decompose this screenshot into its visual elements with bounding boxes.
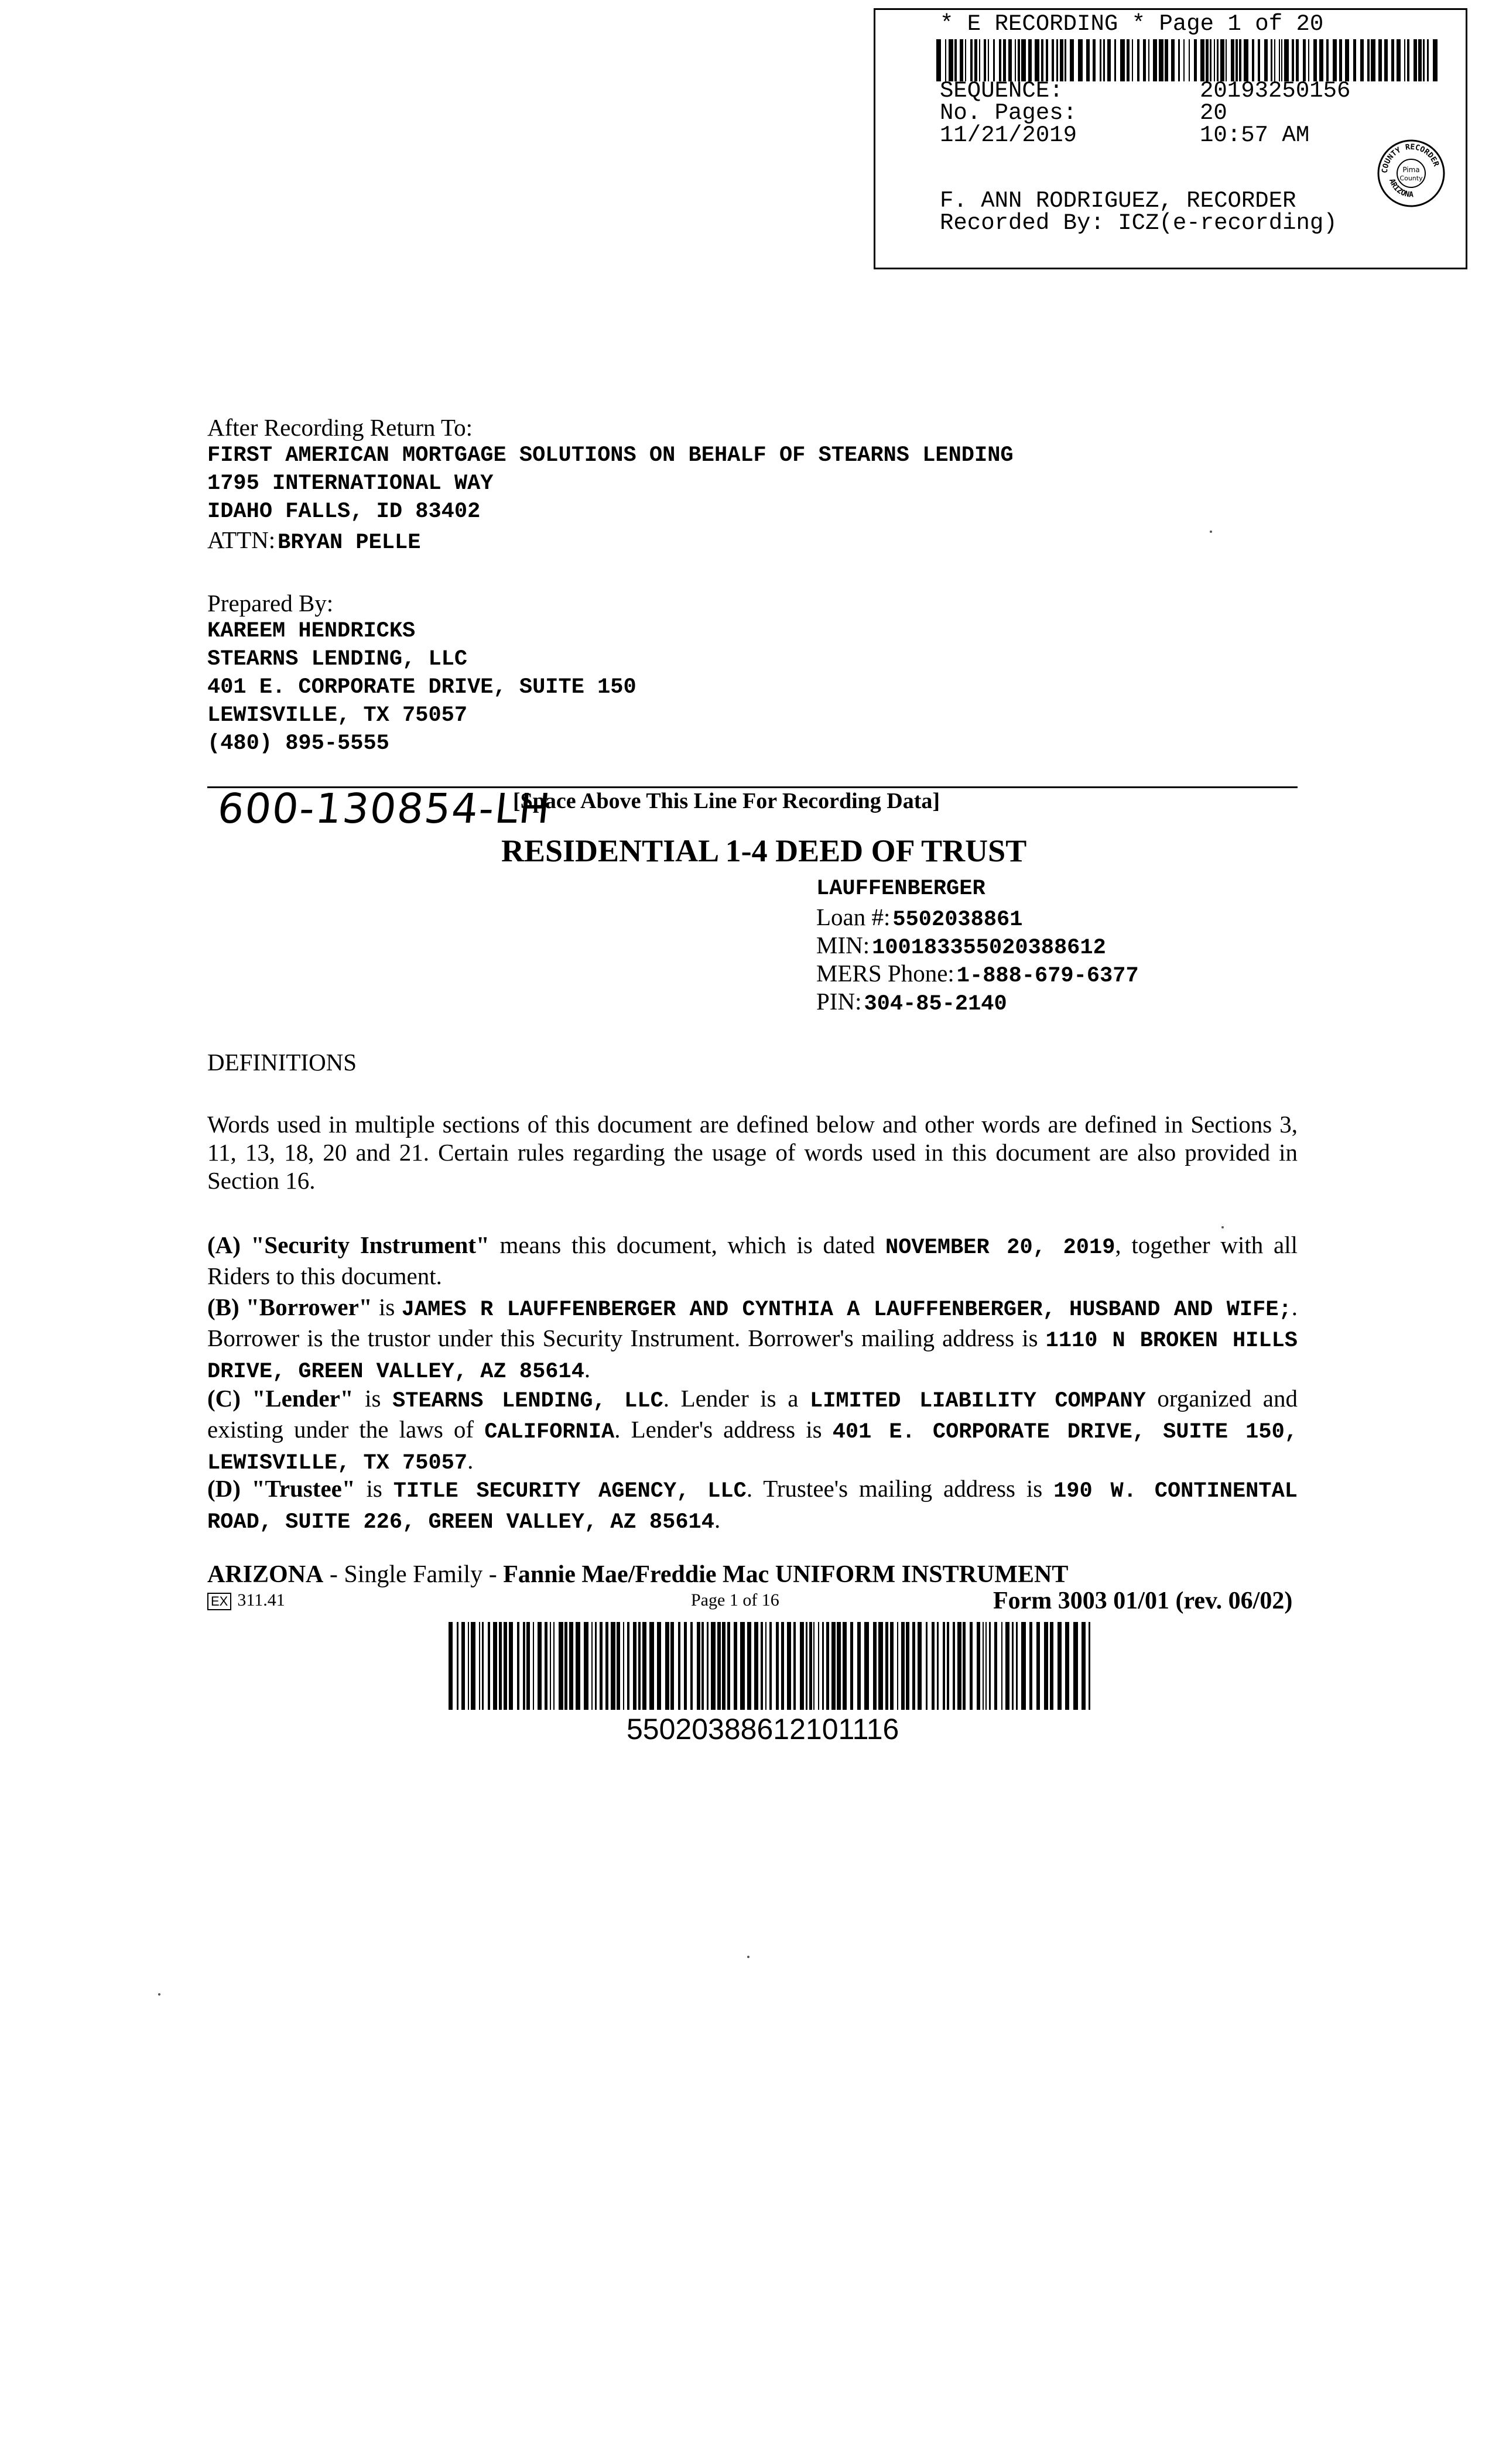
definition-d-label: (D) "Trustee" [207,1475,355,1502]
definition-c [207,1384,1298,1477]
definition-d [207,1474,1298,1536]
return-to-block [207,413,1014,554]
definitions-heading: DEFINITIONS [207,1049,357,1076]
space-above-line-label: [Space Above This Line For Recording Data] [513,789,940,813]
definition-b [207,1293,1298,1386]
scan-speck [158,1993,160,1996]
prepared-by-line-4: LEWISVILLE, TX 75057 [207,703,468,728]
definition-b-label: (B) "Borrower" [207,1293,372,1320]
prepared-by-heading: Prepared By: [207,590,334,617]
footer-form-number: Form 3003 01/01 (rev. 06/02) [993,1587,1293,1614]
definition-d-name: TITLE SECURITY AGENCY, LLC [393,1479,747,1504]
return-to-line-3: IDAHO FALLS, ID 83402 [207,499,481,524]
borrower-surname: LAUFFENBERGER [816,877,985,901]
definition-c-text-5: . [467,1447,474,1474]
definition-d-text-2: . Trustee's mailing address is [746,1475,1054,1502]
definition-a-text-2: , together with all Riders to this document. [207,1231,1298,1289]
pages-value: 20 [1200,100,1227,126]
recording-stamp [874,8,1467,269]
scan-speck [1210,531,1212,533]
footer-form-code [207,1590,285,1610]
scan-speck [1221,1226,1224,1228]
definition-d-text-1: is [355,1475,393,1502]
definition-c-address: 401 E. CORPORATE DRIVE, SUITE 150, LEWISVILLE, TX 75057 [207,1420,1298,1476]
definition-d-text-3: . [714,1506,721,1533]
recorded-by: Recorded By: ICZ(e-recording) [940,210,1337,236]
footer-title-part-2: Fannie Mae/Freddie Mac UNIFORM INSTRUMENT [503,1561,1069,1588]
definition-c-text-3: organized and existing under the laws of [207,1385,1298,1443]
return-to-attn [207,526,1014,554]
scan-speck [747,1956,750,1958]
definition-d-address: 190 W. CONTINENTAL ROAD, SUITE 226, GREEN VALLEY, AZ 85614 [207,1479,1298,1535]
prepared-by-line-3: 401 E. CORPORATE DRIVE, SUITE 150 [207,675,636,700]
pages-label: No. Pages: [940,100,1077,126]
document-title: RESIDENTIAL 1-4 DEED OF TRUST [501,833,1027,868]
mers-phone-label: MERS Phone: [816,960,954,987]
footer-page-number: Page 1 of 16 [691,1590,779,1610]
seal-text-bottom: ARIZONA [1387,177,1414,200]
definition-c-type: LIMITED LIABILITY COMPANY [810,1389,1146,1414]
definition-a [207,1231,1298,1290]
definition-b-names: JAMES R LAUFFENBERGER AND CYNTHIA A LAUFFENBERGER, HUSBAND AND WIFE; [401,1298,1292,1322]
loan-number: 5502038861 [892,908,1023,932]
definition-c-text-2: . Lender is a [663,1385,810,1412]
pin-label: PIN: [816,988,862,1015]
definition-a-date: NOVEMBER 20, 2019 [885,1236,1115,1260]
seal-text-top: COUNTY RECORDER [1380,142,1440,174]
footer-state: ARIZONA [207,1561,324,1588]
min-label: MIN: [816,932,870,959]
stamp-barcode [936,39,1440,81]
definition-b-address: 1110 N BROKEN HILLS DRIVE, GREEN VALLEY, AZ 85614 [207,1329,1298,1384]
loan-info-block [816,875,1139,1015]
pin-number: 304-85-2140 [864,992,1007,1017]
footer-barcode-number: 55020388612101116 [627,1713,899,1746]
stamp-header: * E RECORDING * Page 1 of 20 [940,11,1324,37]
definition-c-text-4: . Lender's address is [614,1416,833,1443]
seal-center-1: Pima [1402,166,1420,174]
footer-code: 311.41 [237,1590,285,1610]
definition-b-text-2: . Borrower is the trustor under this Security Instrument. Borrower's mailing address is [207,1293,1298,1351]
definition-c-text-1: is [353,1385,393,1412]
definition-a-text-1: means this document, which is dated [489,1231,886,1258]
definition-b-text-1: is [372,1293,402,1320]
recording-date: 11/21/2019 [940,122,1077,148]
prepared-by-line-1: KAREEM HENDRICKS [207,619,416,644]
county-seal-icon [1377,139,1446,208]
footer-barcode [449,1622,1090,1710]
attn-label: ATTN: [207,526,276,553]
definition-c-label: (C) "Lender" [207,1385,354,1412]
definition-b-text-3: . [584,1356,591,1382]
definition-c-state: CALIFORNIA [484,1420,615,1445]
return-to-heading: After Recording Return To: [207,414,473,441]
attn-name: BRYAN PELLE [278,531,421,555]
footer-title-part-1: - Single Family - [323,1561,504,1588]
recording-time: 10:57 AM [1200,122,1310,148]
definition-c-name: STEARNS LENDING, LLC [392,1389,663,1414]
footer-title [207,1560,1068,1589]
handwritten-file-number: 600-130854-LH [215,785,554,833]
sequence-label: SEQUENCE: [940,78,1063,104]
loan-label: Loan #: [816,904,891,930]
prepared-by-block [207,589,636,758]
definitions-intro: Words used in multiple sections of this document are defined below and other words are defined in Sections 3, 11, 13, 18, 20 and 21. Certain rules regarding the usage of words used in this document are also provided in Section 16. [207,1111,1298,1194]
prepared-by-line-5: (480) 895-5555 [207,731,389,756]
definition-a-label: (A) "Security Instrument" [207,1231,490,1258]
return-to-line-2: 1795 INTERNATIONAL WAY [207,471,494,496]
return-to-line-1: FIRST AMERICAN MORTGAGE SOLUTIONS ON BEHALF OF STEARNS LENDING [207,443,1014,468]
prepared-by-line-2: STEARNS LENDING, LLC [207,647,468,672]
min-number: 100183355020388612 [872,936,1106,960]
recorder-name: F. ANN RODRIGUEZ, RECORDER [940,188,1296,214]
footer-code-box: EX [207,1593,231,1610]
sequence-value: 20193250156 [1200,78,1351,104]
mers-phone-number: 1-888-679-6377 [956,964,1139,988]
seal-center-2: County [1399,174,1423,182]
